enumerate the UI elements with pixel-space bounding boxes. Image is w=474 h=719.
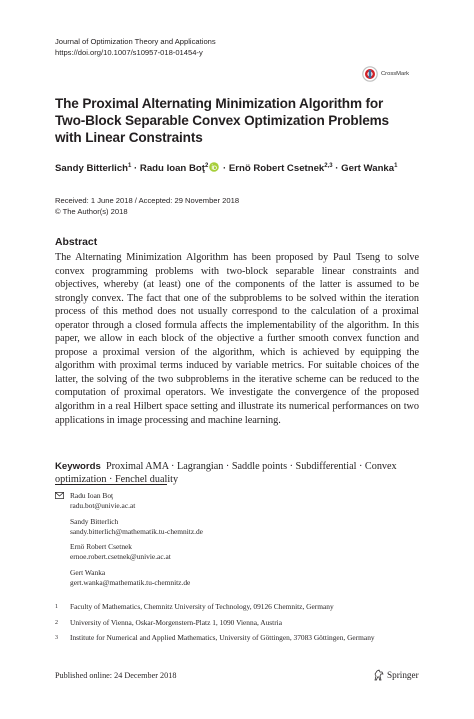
author-affil-sup: 2: [204, 162, 209, 169]
contact-email[interactable]: ernoe.robert.csetnek@univie.ac.at: [70, 552, 171, 562]
orcid-icon[interactable]: [209, 162, 219, 172]
keywords-text: Proximal AMA · Lagrangian · Saddle points · Subdifferential · Convex optimization · Fenchel duality: [55, 461, 397, 486]
publication-dates: [55, 195, 239, 217]
contact-email[interactable]: sandy.bitterlich@mathematik.tu-chemnitz.de: [70, 526, 203, 536]
abstract-text: The Alternating Minimization Algorithm has been proposed by Paul Tseng to solve convex programming problems with two-block separable linear constraints and objectives, whereby (at least) one of the components of the latter is assumed to be strongly convex. The fact that one of the subproblems to be solved within the iteration process of this method does not usually correspond to the calculation of a proximal operator through a closed formula affects the implementability of the algorithm. In this paper, we allow in each block of the objective a further smooth convex function and propose a proximal version of the algorithm, which is achieved by equipping the algorithm with proximal terms induced by variable metrics. For suitable choices of the latter, the solving of the two subproblems in the iterative scheme can be reduced to the computation of proximal operators. We investigate the convergence of the proposed algorithm in a real Hilbert space setting and illustrate its numerical performances on two applications in image processing and machine learning.: [55, 252, 419, 426]
journal-header: [55, 36, 216, 58]
contact-email[interactable]: gert.wanka@mathematik.tu-chemnitz.de: [70, 578, 191, 588]
author-name: Sandy Bitterlich: [55, 163, 129, 174]
published-online: Published online: 24 December 2018: [55, 671, 177, 680]
affiliation-number: 3: [55, 635, 58, 642]
footnote-rule: [55, 484, 167, 485]
contact-entry: [55, 491, 203, 512]
envelope-icon: [55, 492, 64, 499]
affiliation-number: 2: [55, 619, 58, 626]
journal-name: Journal of Optimization Theory and Applications: [55, 37, 216, 46]
affiliation-text: Institute for Numerical and Applied Mathematics, University of Göttingen, 37083 Göttingen, Germany: [70, 633, 375, 643]
author-name: Gert Wanka: [341, 163, 395, 174]
contact-email[interactable]: radu.bot@univie.ac.at: [70, 501, 136, 511]
author-affil-sup: 1: [394, 162, 398, 169]
affiliation-text: University of Vienna, Oskar-Morgenstern-Platz 1, 1090 Vienna, Austria: [70, 617, 283, 627]
author-affil-sup: 2,3: [324, 162, 333, 169]
affiliation-list: [55, 602, 415, 649]
author-separator: ·: [220, 163, 229, 174]
springer-horse-icon: [373, 669, 384, 681]
contact-entry: [55, 517, 203, 538]
author-name: Radu Ioan Boţ: [139, 163, 205, 174]
affiliation-number: 1: [55, 604, 58, 610]
crossmark-icon: [362, 66, 378, 82]
crossmark-label: CrossMark: [381, 71, 410, 77]
received-accepted: Received: 1 June 2018 / Accepted: 29 November 2018: [55, 196, 240, 205]
author-separator: ·: [332, 163, 342, 174]
affiliation: [55, 602, 415, 613]
contact-name: Radu Ioan Boţ: [70, 491, 114, 500]
contact-entry: [55, 542, 203, 563]
author-name: Ernö Robert Csetnek: [228, 163, 325, 174]
contact-list: [55, 491, 203, 593]
crossmark-badge[interactable]: [362, 66, 409, 82]
journal-doi-link[interactable]: https://doi.org/10.1007/s10957-018-01454-y: [55, 48, 203, 57]
affiliation: [55, 618, 415, 629]
contact-name: Ernö Robert Csetnek: [70, 542, 132, 552]
affiliation-text: Faculty of Mathematics, Chemnitz University of Technology, 09126 Chemnitz, Germany: [70, 602, 334, 611]
keywords: [55, 460, 419, 487]
contact-entry: [55, 568, 203, 589]
affiliation: [55, 633, 415, 644]
author-list: [55, 162, 397, 174]
paper-title: The Proximal Alternating Minimization Algorithm for Two-Block Separable Convex Optimization Problems with Linear Constraints: [55, 96, 389, 146]
author-separator: ·: [131, 163, 140, 174]
publisher-name: Springer: [387, 670, 419, 680]
keywords-heading: Keywords: [55, 461, 101, 472]
author-affil-sup: 1: [128, 162, 132, 169]
abstract-heading: Abstract: [55, 237, 98, 248]
contact-name: Sandy Bitterlich: [70, 516, 119, 526]
contact-name: Gert Wanka: [70, 567, 106, 577]
copyright: © The Author(s) 2018: [55, 207, 128, 217]
publisher-logo: [373, 669, 419, 681]
